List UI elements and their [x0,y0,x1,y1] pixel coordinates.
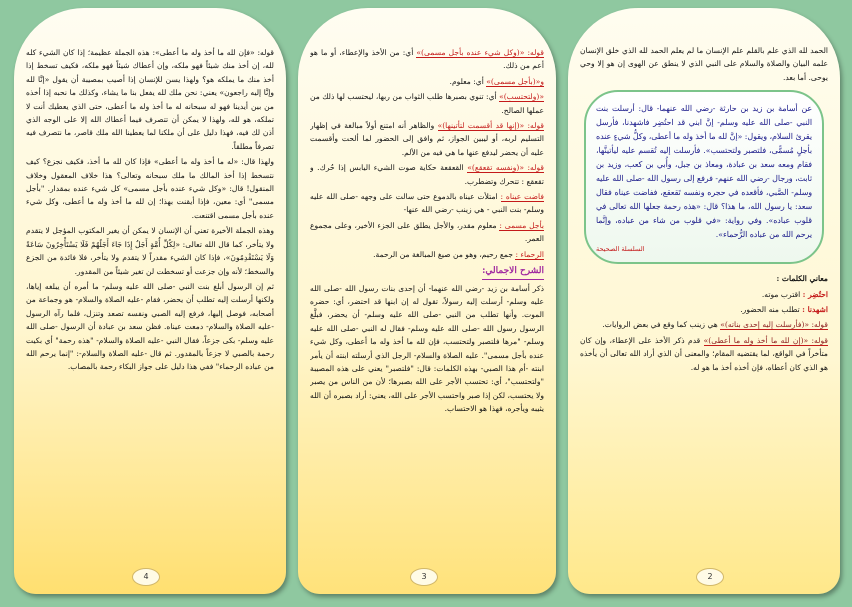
quote-label: قوله: «(فأرسلت إليه إحدى بناته)» [720,320,828,330]
page-3-content [310,46,544,560]
quote-text: القعقعة حكاية صوت الشيء اليابس إذا حُرك. و تقعقع : تتحرك وتضطرب. [310,163,544,186]
quote-label: فاضت عيناه : [500,192,544,202]
hadith-text: عن أسامة بن زيد بن حارثة -رضي الله عنهما- قال: أرسلت بنت النبي -صلى الله عليه وسلم- إنَّ ابني قد احتُضِر فاشهدنا، فأرسل يقرئ السلام، ويقول: «إنَّ لله ما أخذ وله ما أعطى، وكلُّ شيءٍ عنده بأجلٍ مُسمًّى، فلتصبر ولتحتسب». فأرسلت إليه تُقسم عليه ليأتينَّها، فقام ومعه سعد بن عبادة، ومعاذ بن جبل، وأُبي بن كعب، وزيد بن ثابت، ورجال -رضي الله عنهم- فرفع إلى رسول الله -صلى الله عليه وسلم- الصَّبي، فأقعده في حجره ونفسه تَقعقع، ففاضت عيناه فقال سعد: يا رسول الله، ما هذا؟ قال: «هذه رحمة جعلها الله تعالى في قلوب عباده». وفي رواية: «في قلوب من شاء من عباده، وإنَّما يرحم الله من عباده الرُّحماء». [596,104,812,240]
quote-text: امتلأت عيناه بالدموع حتى سالت على وجهه -صلى الله عليه وسلم- بنت النبي - هي زينب -رضي الله عنها- [310,192,544,215]
page-number: 2 [696,568,724,586]
vocab-meaning: اقترب موته. [761,289,801,299]
quote-label: الرحماء : [515,249,544,259]
explanation-item [310,161,544,188]
explanation-item [580,318,828,331]
page-panel-3 [298,8,556,594]
quote-label: قوله: «(إنها قد أقسمت لتأتينها)» [437,121,544,131]
hadith-box [584,90,824,264]
quote-label: «(ولتحتسب)» [499,92,544,102]
quote-label: بأجل مسمى : [499,220,544,230]
explanation-item [310,75,544,88]
quote-text: جمع رحيم، وهو من صيغ المبالغة من الرحمة. [373,249,514,259]
explanation-item [580,334,828,374]
explanation-item [310,248,544,261]
quote-text: أي: من الأخذ والإعطاء، أو ما هو أعم من ذلك. [310,48,544,71]
page-4-content [26,46,274,560]
paragraph: ثم إن الرسول أبلغ بنت النبي -صلى الله عليه وسلم- ما أمره أن يبلغه إياها، ولكنها أرسلت إليه تطلب أن يحضر، فقام -عليه الصلاة والسلام- هو وجماعة من أصحابه، فوصل إليها، فرفع إليه الصبي ونفسه تصعد وتنزل، فلما رآه الرسول -عليه الصلاة والسلام- دمعت عيناه. فظن سعد بن عبادة أن الرسول -صلى الله عليه وسلم- بكى جزعاً، فقال النبي -عليه الصلاة والسلام- "هذه رحمة" أي بكيت رحمة بالصبي لا جزعاً بالمقدور. ثم قال -عليه الصلاة والسلام-: "إنما يرحم الله من عباده الرحماء" ففي هذا دليل على جواز البكاء رحمة بالمصاب. [26,281,274,372]
explanation-item [310,119,544,159]
paragraph: وهذه الجملة الأخيرة تعني أن الإنسان لا يمكن أن يغير المكتوب المؤجل لا يتقدم ولا يتأخر، كما قال الله تعالى: «لِكُلِّ أُمَّةٍ أَجَلٌ إِذَا جَاءَ أَجَلُهُمْ فَلَا يَسْتَأْخِرُونَ سَاعَةً وَلَا يَسْتَقْدِمُونَ»، فإذا كان الشيء مقدراً لا يتقدم ولا يتأخر، فلا فائدة من الجزع والسخط؛ لأنه وإن جزعت أو تسخطت لن تغير شيئاً من المقدور. [26,226,274,276]
section-heading: الشرح الاجمالي: [482,265,544,279]
quote-text: هي زينب كما وقع في بعض الروايات. [602,320,718,330]
page-number: 4 [132,568,160,586]
explanation-item [310,219,544,246]
paragraph: ولهذا قال: «له ما أخذ وله ما أعطى» فإذا كان لله ما أخذ، فكيف نجزع؟ كيف نتسخط إذا أخذ المالك ما ملك سبحانه وتعالى؟ هذا خلاف المعقول وخلاف المنقول! قال: «وكل شيء عنده بأجل مسمى» كل شيء عنده بمقدار. "بأجل مسمى" أي: معين، فإذا أيقنت بهذا؛ إن لله ما أخذ وله ما أعطى، وكل شيء عنده بأجل مسمى اقتنعت. [26,157,274,220]
explanation-item [310,46,544,73]
quote-text: والظاهر أنه امتنع أولاً مبالغة في إظهار التسليم لربه، أو ليبين الجواز، ثم وافق إلى الحضور لما ألحت وأقسمت عليه أن يحضر ليدفع عنها ما هي فيه من الألم. [310,121,544,157]
hadith-source: السلسلة الصحيحة [596,245,645,254]
page-number: 3 [410,568,438,586]
quote-label: قوله: «(وكل شيء عنده بأجل مسمى)» [416,48,544,57]
vocab-item [580,303,828,316]
vocab-term: احتُضِر : [802,289,828,299]
page-panel-4 [14,8,286,594]
intro-paragraph: الحمد لله الذي علم بالقلم علم الإنسان ما لم يعلم الحمد لله الذي خلق الإنسان علمه البيان والصلاة والسلام على النبي الذي لا ينطق عن الهوى إن هو إلا وحي يوحى. أما بعد. [580,46,828,82]
quote-label: و«(بأجل مسمى)» [486,76,544,86]
quote-label: قوله: «(ونفسه تقعقع)» [467,163,544,173]
explanation-item [310,190,544,217]
summary-paragraph: ذكر أسامة بن زيد -رضي الله عنهما- أن إحدى بنات رسول الله -صلى الله عليه وسلم- أرسلت إليه رسولاً، تقول له إن ابنها قد احتضر، أي: حضره الموت. وأنها تطلب من النبي -صلى الله عليه وسلم- أن يحضر، فبلَّغ الرسول رسول الله -صلى الله عليه وسلم- فقال له النبي -صلى الله عليه وسلم- "مرها فلتصبر ولتحتسب، فإن لله ما أخذ وله ما أعطى، وكل شيء عنده بأجل مسمى". عليه الصلاة والسلام- الرجل الذي أرسلته ابنته أن يأمر ابنته -أم هذا الصبي- بهذه الكلمات: قال: "فلتصبر" يعني على هذه المصيبة "ولتحتسب"، أي: تحتسب الأجر على الله بصبرها؛ لأن من الناس من يصبر ولا يحتسب، لكن إذا صبر واحتسب الأجر على الله، يعني: أراد بصبره أن الله يثيبه ويأجره، فهذا هو الاحتساب. [310,283,544,414]
quote-text: أي: تنوي بصبرها طلب الثواب من ربها، ليحتسب لها ذلك من عملها الصالح. [310,92,544,115]
page-panel-2 [568,8,840,594]
quote-text: أي: معلوم. [449,76,484,86]
explanation-item [310,90,544,117]
vocab-item [580,288,828,301]
quote-text: قدم ذكر الأخذ على الإعطاء، وإن كان متأخراً في الواقع، لما يقتضيه المقام؛ والمعنى أن الذي أراد الله تعالى أن يأخذه هو الذي كان أعطاه، فإن أخذه أخذ ما هو له. [580,335,828,372]
quote-text: معلوم مقدر، والأجل يطلق على الجزء الأخير، وعلى مجموع العمر. [310,220,544,244]
paragraph: قوله: «فإن لله ما أخذ وله ما أعطى»: هذه الجملة عظيمة؛ إذا كان الشيء كله لله، إن أخذ منك شيئاً فهو ملكه، وإن أعطاك شيئاً فهو ملكه، فكيف تسخط إذا أخذ منك ما يملكه هو؟ ولهذا يسن للإنسان إذا أصيب بمصيبة أن يقول «إنَّا لله وإنَّا إليه راجعون» يعني: نحن ملك لله يفعل بنا ما يشاء، وكذلك ما نحبه إذا أخذه من بين أيدينا فهو له سبحانه له ما أخذ وله ما أعطى، حتى الذي يعطيك أنت لا تملكه، هو لله، ولهذا لا يمكن أن تتصرف فيما أعطاك الله إلا على الوجه الذي أذن لك فيه، فهذا دليل على أن ملكنا لما يعطينا الله ملك قاصر، ما نتصرف فيه تصرفاً مطلقاً. [26,48,274,151]
vocab-meaning: تطلب منه الحضور. [740,305,800,315]
quote-label: قوله: «(إن لله ما أخذ وله ما أعطى)» [703,335,828,345]
vocab-title: معاني الكلمات : [776,274,828,284]
page-2-content [580,44,828,560]
vocab-term: اشهدنا : [802,305,828,315]
